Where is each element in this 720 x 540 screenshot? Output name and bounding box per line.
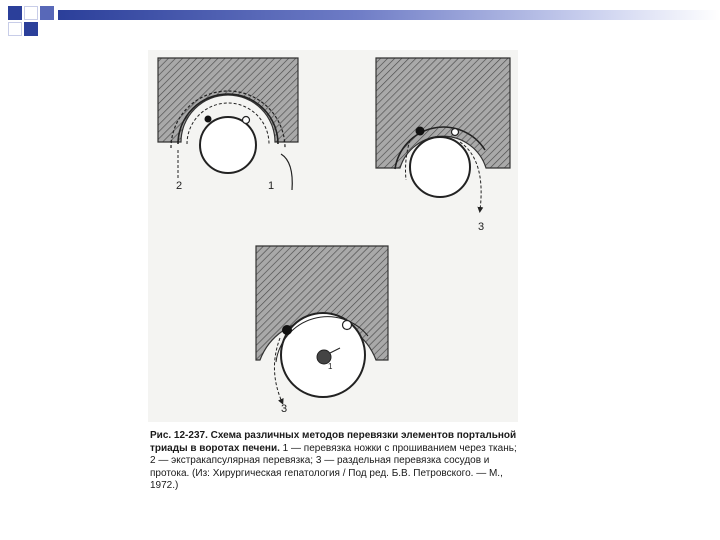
ligation-diagram — [148, 50, 518, 422]
label-method-1: 1 — [268, 180, 275, 192]
decor-square — [8, 6, 22, 20]
label-inner: 1 — [328, 362, 333, 371]
decor-square — [24, 22, 38, 36]
figure-caption — [150, 430, 522, 493]
panel-b — [376, 58, 510, 210]
decor-square — [8, 22, 22, 36]
decor-square — [24, 6, 38, 20]
panel-c — [256, 246, 388, 402]
diagram-svg — [148, 50, 518, 422]
title-bar-decoration — [58, 10, 720, 20]
label-method-3: 3 — [478, 221, 485, 233]
caption-text: 1 — перевязка ножки с прошиванием через ткань; 2 — экстракапсулярная перевязка; 3 — раздельная перевязка сосудов и протока. (Из: Хирургическая гепатология / Под ред. Б.В. Петровского. — М., 1972.) — [150, 442, 517, 491]
decor-square — [40, 6, 54, 20]
caption-title: Рис. 12-237. Схема различных методов перевязки элементов портальной триады в воротах печени. — [150, 430, 517, 454]
label-method-3-bottom: 3 — [281, 403, 288, 415]
panel-a — [158, 58, 298, 190]
label-method-2: 2 — [176, 180, 183, 192]
